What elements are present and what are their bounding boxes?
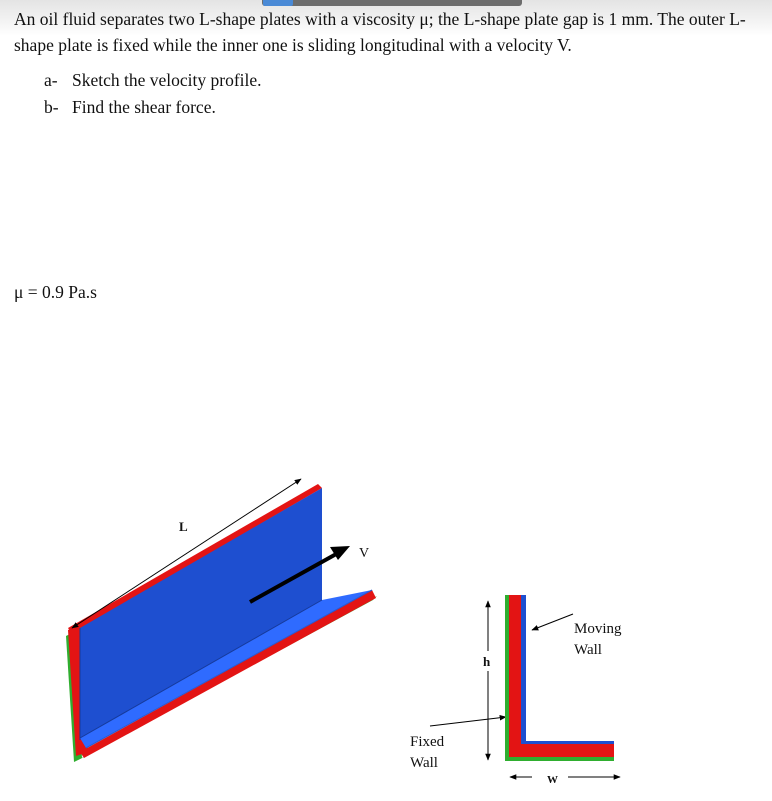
moving-wall-label-line2: Wall [574, 642, 602, 658]
height-label: h [483, 654, 491, 669]
velocity-label: V [359, 546, 370, 561]
fixed-wall-label-line1: Fixed [410, 734, 445, 750]
section-inner-plate [521, 595, 614, 744]
task-marker: a- [44, 70, 58, 90]
task-marker: b- [44, 97, 59, 117]
task-list [44, 67, 262, 121]
moving-wall-label-line1: Moving [574, 621, 622, 637]
inner-plate-vertical-face [80, 488, 322, 738]
length-label: L [179, 519, 188, 534]
fixed-wall-leader [430, 717, 506, 726]
task-item-b [44, 94, 262, 121]
task-item-a [44, 67, 262, 94]
fixed-wall-label-line2: Wall [410, 755, 438, 771]
width-label: W [547, 774, 558, 786]
problem-statement: An oil fluid separates two L-shape plates with a viscosity μ; the L-shape plate gap is 1 mm. The outer L-shape plate is fixed while the inner one is sliding longitudinal with a velocity V. [14, 9, 746, 55]
moving-wall-leader [532, 614, 573, 630]
isometric-l-plate [66, 479, 377, 762]
viscosity-value: μ = 0.9 Pa.s [14, 282, 97, 302]
l-plate-figure [0, 460, 772, 801]
l-cross-section [478, 595, 622, 786]
task-text: Sketch the velocity profile. [72, 70, 262, 90]
task-text: Find the shear force. [72, 97, 216, 117]
